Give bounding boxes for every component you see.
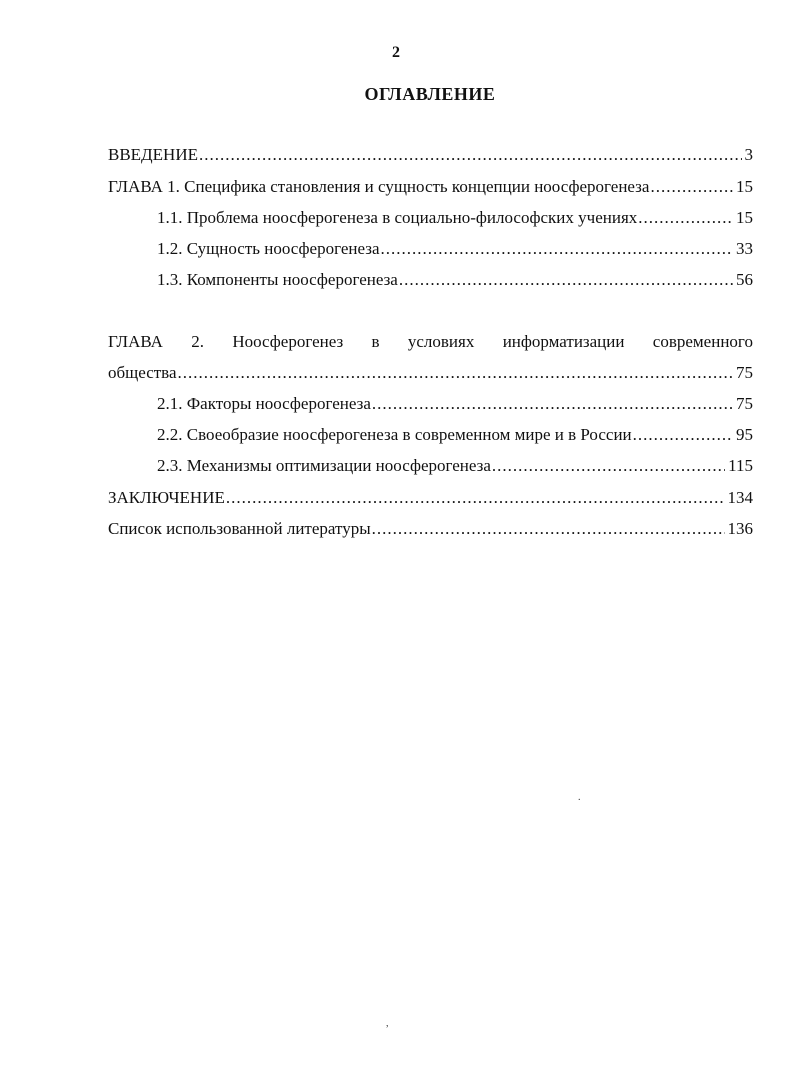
toc-entry-label: ЗАКЛЮЧЕНИЕ: [108, 488, 225, 507]
leader-dots: [399, 269, 733, 291]
toc-entry-conclusion[interactable]: [108, 487, 753, 509]
toc-entry-chapter-2-line-2[interactable]: [108, 362, 753, 384]
toc-entry-section-2-1[interactable]: [157, 393, 753, 415]
scan-speck: .: [578, 792, 581, 803]
leader-dots: [178, 362, 733, 384]
toc-entry-label: 2.1. Факторы ноосферогенеза: [157, 394, 371, 413]
leader-dots: [199, 144, 742, 166]
leader-dots: [633, 424, 733, 446]
leader-dots: [492, 455, 725, 477]
word: Ноосферогенез: [232, 332, 344, 351]
toc-entry-label: 2.2. Своеобразие ноосферогенеза в современном мире и в России: [157, 425, 632, 444]
toc-entry-label: 1.1. Проблема ноосферогенеза в социально-философских учениях: [157, 208, 638, 227]
toc-entry-chapter-2-line-1[interactable]: [108, 331, 753, 353]
word: в: [371, 332, 380, 351]
word: условиях: [407, 332, 475, 351]
word: 2.: [191, 332, 204, 351]
word: современного: [652, 332, 753, 351]
leader-dots: [638, 207, 733, 229]
toc-entry-page: 115: [728, 456, 753, 475]
leader-dots: [372, 518, 725, 540]
word: информатизации: [502, 332, 625, 351]
toc-entry-section-1-2[interactable]: [157, 238, 753, 260]
word: ГЛАВА: [108, 332, 163, 351]
toc-entry-page: 15: [736, 208, 753, 227]
toc-entry-label: Список использованной литературы: [108, 519, 371, 538]
toc-entry-label: общества: [108, 363, 177, 382]
leader-dots: [381, 238, 734, 260]
toc-entry-intro[interactable]: [108, 144, 753, 166]
leader-dots: [226, 487, 725, 509]
toc-entry-page: 15: [736, 177, 753, 196]
toc-entry-page: 75: [736, 363, 753, 382]
toc-entry-page: 136: [727, 519, 753, 538]
toc-entry-label: ВВЕДЕНИЕ: [108, 145, 198, 164]
page-title: ОГЛАВЛЕНИЕ: [364, 84, 496, 104]
toc-entry-page: 95: [736, 425, 753, 444]
scan-speck: ,: [386, 1018, 389, 1029]
toc-entry-page: 75: [736, 394, 753, 413]
toc-entry-references[interactable]: [108, 518, 753, 540]
toc-entry-label: 1.3. Компоненты ноосферогенеза: [157, 270, 398, 289]
toc-entry-label: 2.3. Механизмы оптимизации ноосферогенеза: [157, 456, 491, 475]
toc-entry-chapter-1[interactable]: [108, 176, 753, 198]
toc-entry-section-1-3[interactable]: [157, 269, 753, 291]
toc-entry-section-2-2[interactable]: [157, 424, 753, 446]
leader-dots: [650, 176, 733, 198]
toc-entry-page: 3: [744, 145, 753, 164]
toc-entry-section-2-3[interactable]: [157, 455, 753, 477]
toc-entry-page: 56: [736, 270, 753, 289]
toc-entry-label: ГЛАВА 1. Специфика становления и сущность концепции ноосферогенеза: [108, 177, 650, 196]
toc-entry-label: 1.2. Сущность ноосферогенеза: [157, 239, 380, 258]
toc-entry-page: 134: [727, 488, 753, 507]
leader-dots: [372, 393, 733, 415]
page-number: 2: [392, 44, 400, 61]
toc-entry-section-1-1[interactable]: [157, 207, 753, 229]
toc-entry-page: 33: [736, 239, 753, 258]
